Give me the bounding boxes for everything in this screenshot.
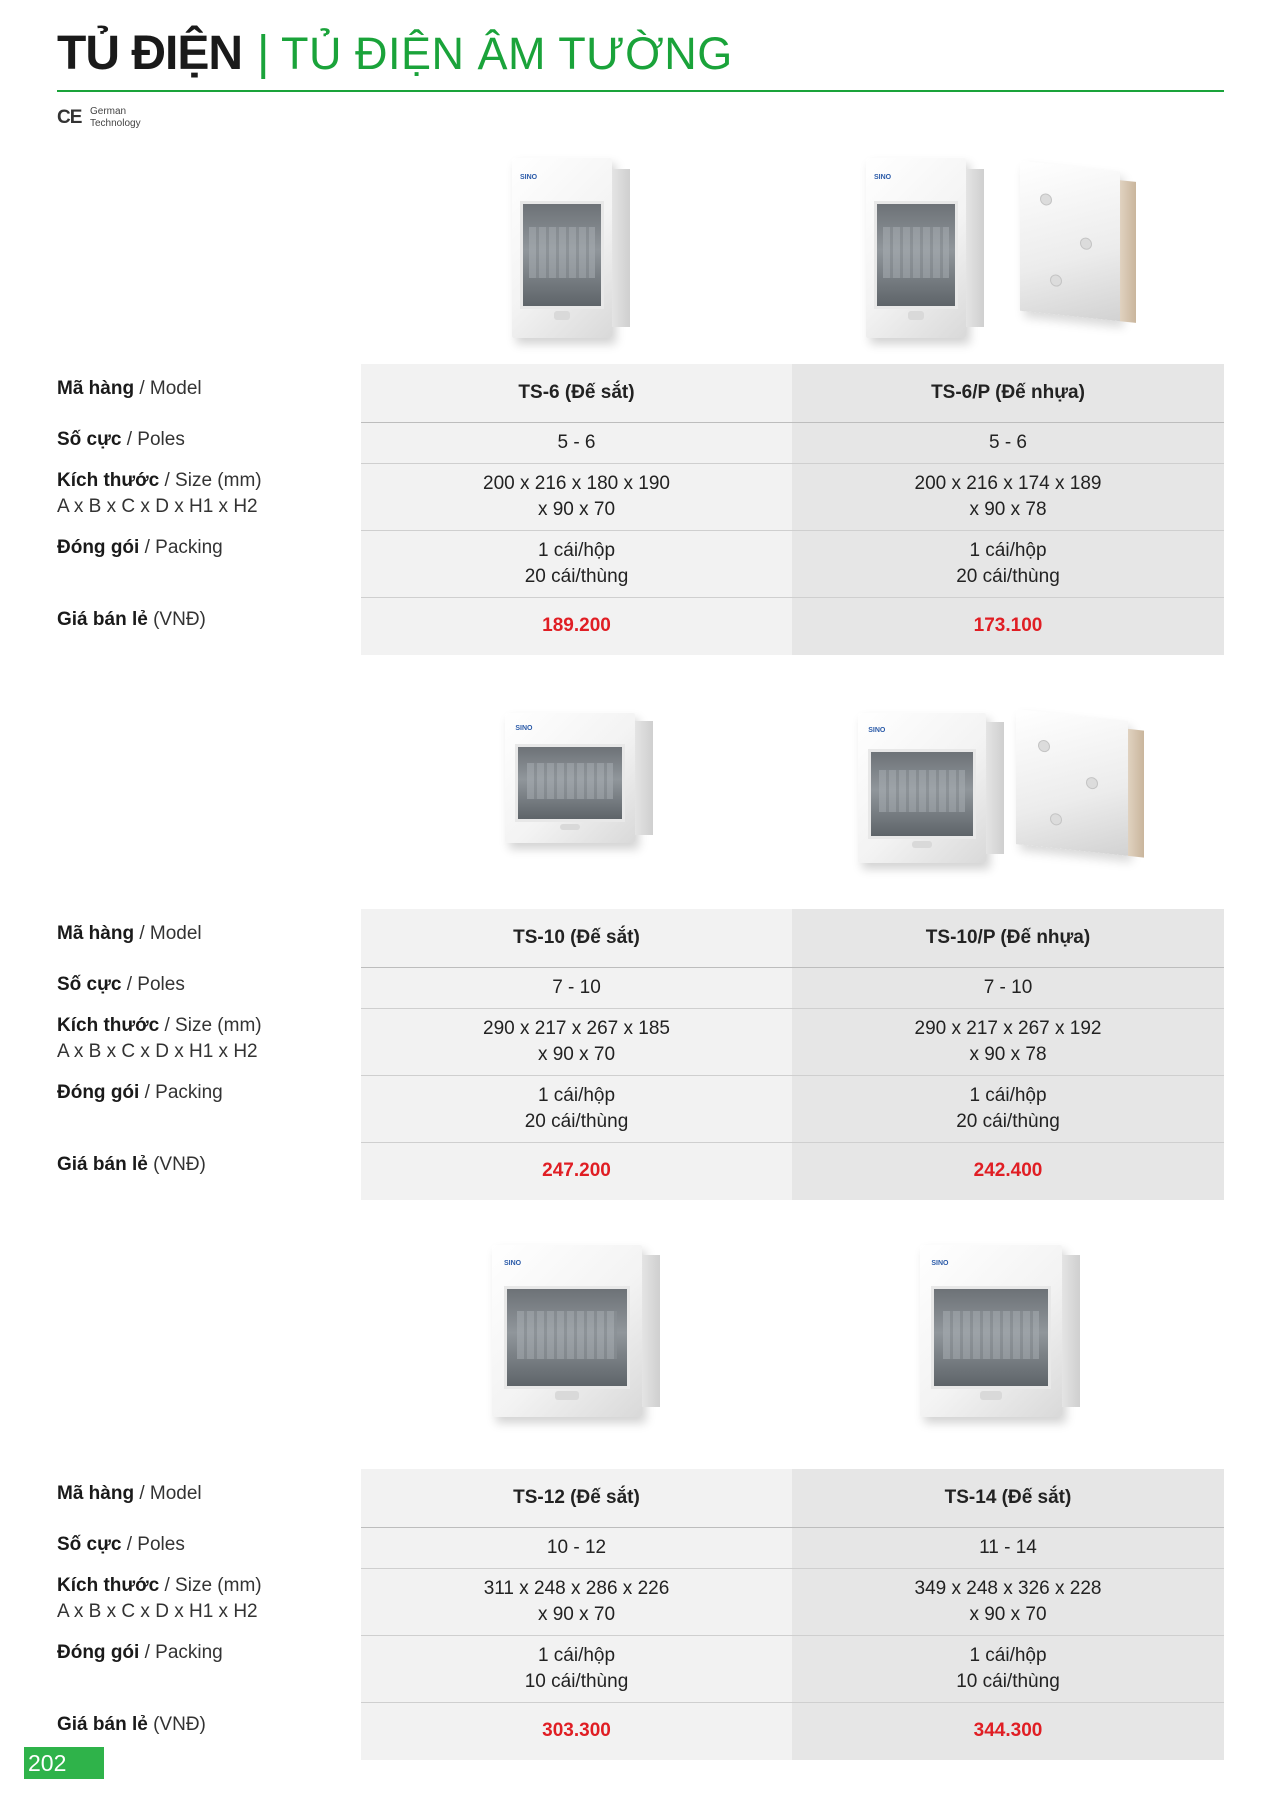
spec-table bbox=[57, 909, 1224, 1200]
packing-cell: 1 cái/hộp 20 cái/thùng bbox=[792, 530, 1224, 597]
size-cell: 290 x 217 x 267 x 192 x 90 x 78 bbox=[792, 1008, 1224, 1075]
packing-cell: 1 cái/hộp 20 cái/thùng bbox=[361, 1075, 792, 1142]
packing-cell: 1 cái/hộp 20 cái/thùng bbox=[361, 530, 792, 597]
label-poles: Số cực / Poles bbox=[57, 429, 185, 450]
product-images bbox=[0, 695, 1273, 905]
ts10-product-image bbox=[505, 713, 635, 843]
ce-caption-line1: German bbox=[90, 106, 127, 117]
spec-table bbox=[57, 1469, 1224, 1760]
model-cell: TS-10 (Đế sắt) bbox=[361, 909, 792, 967]
poles-cell: 7 - 10 bbox=[361, 967, 792, 1008]
label-poles: Số cực / Poles bbox=[57, 974, 185, 995]
spec-table bbox=[57, 364, 1224, 655]
ts6p-backbox-image bbox=[1020, 161, 1120, 322]
size-cell: 311 x 248 x 286 x 226 x 90 x 70 bbox=[361, 1568, 792, 1635]
row-packing bbox=[57, 530, 1224, 597]
page-number-badge: 202 bbox=[24, 1747, 104, 1779]
product-images bbox=[0, 150, 1273, 360]
label-model: Mã hàng / Model bbox=[57, 378, 202, 399]
title-sub: TỦ ĐIỆN ÂM TƯỜNG bbox=[281, 28, 733, 79]
page-header bbox=[57, 26, 1224, 92]
brand-logo-icon: SINO bbox=[520, 174, 538, 182]
model-cell: TS-10/P (Đế nhựa) bbox=[792, 909, 1224, 967]
ts14-product-image bbox=[920, 1245, 1062, 1417]
poles-cell: 10 - 12 bbox=[361, 1527, 792, 1568]
label-packing: Đóng gói / Packing bbox=[57, 537, 223, 558]
poles-cell: 11 - 14 bbox=[792, 1527, 1224, 1568]
model-cell: TS-6/P (Đế nhựa) bbox=[792, 364, 1224, 422]
row-size bbox=[57, 1568, 1224, 1635]
poles-cell: 5 - 6 bbox=[361, 422, 792, 463]
price-cell: 173.100 bbox=[792, 597, 1224, 655]
row-price bbox=[57, 1142, 1224, 1200]
row-poles bbox=[57, 422, 1224, 463]
row-poles bbox=[57, 1527, 1224, 1568]
ts6-product-image bbox=[512, 158, 612, 338]
label-packing: Đóng gói / Packing bbox=[57, 1642, 223, 1663]
label-packing: Đóng gói / Packing bbox=[57, 1082, 223, 1103]
brand-logo-icon: SINO bbox=[874, 174, 892, 182]
ts6p-product-image bbox=[866, 158, 966, 338]
title-separator: | bbox=[257, 27, 270, 80]
row-packing bbox=[57, 1075, 1224, 1142]
ce-caption bbox=[90, 106, 141, 130]
label-price: Giá bán lẻ (VNĐ) bbox=[57, 1154, 206, 1175]
row-model bbox=[57, 364, 1224, 422]
label-size: Kích thước / Size (mm) A x B x C x D x H1 x H2 bbox=[57, 1015, 262, 1062]
row-model bbox=[57, 909, 1224, 967]
ce-mark-icon: CE bbox=[57, 107, 82, 128]
row-poles bbox=[57, 967, 1224, 1008]
row-price bbox=[57, 597, 1224, 655]
packing-cell: 1 cái/hộp 10 cái/thùng bbox=[361, 1635, 792, 1702]
row-packing bbox=[57, 1635, 1224, 1702]
model-cell: TS-12 (Đế sắt) bbox=[361, 1469, 792, 1527]
poles-cell: 7 - 10 bbox=[792, 967, 1224, 1008]
label-poles: Số cực / Poles bbox=[57, 1534, 185, 1555]
price-cell: 344.300 bbox=[792, 1702, 1224, 1760]
label-model: Mã hàng / Model bbox=[57, 923, 202, 944]
row-size bbox=[57, 1008, 1224, 1075]
price-cell: 189.200 bbox=[361, 597, 792, 655]
price-cell: 303.300 bbox=[361, 1702, 792, 1760]
size-cell: 290 x 217 x 267 x 185 x 90 x 70 bbox=[361, 1008, 792, 1075]
price-cell: 242.400 bbox=[792, 1142, 1224, 1200]
brand-logo-icon: SINO bbox=[515, 724, 533, 732]
label-size: Kích thước / Size (mm) A x B x C x D x H1 x H2 bbox=[57, 1575, 262, 1622]
label-price: Giá bán lẻ (VNĐ) bbox=[57, 609, 206, 630]
ce-caption-line2: Technology bbox=[90, 118, 141, 129]
ts10p-backbox-image bbox=[1016, 709, 1128, 856]
row-size bbox=[57, 463, 1224, 530]
brand-logo-icon: SINO bbox=[868, 726, 886, 734]
title-main: TỦ ĐIỆN bbox=[57, 27, 242, 80]
label-price: Giá bán lẻ (VNĐ) bbox=[57, 1714, 206, 1735]
poles-cell: 5 - 6 bbox=[792, 422, 1224, 463]
label-size: Kích thước / Size (mm) A x B x C x D x H1 x H2 bbox=[57, 470, 262, 517]
ts12-product-image bbox=[492, 1245, 642, 1417]
row-model bbox=[57, 1469, 1224, 1527]
size-cell: 200 x 216 x 174 x 189 x 90 x 78 bbox=[792, 463, 1224, 530]
brand-logo-icon: SINO bbox=[504, 1260, 522, 1268]
row-price bbox=[57, 1702, 1224, 1760]
label-model: Mã hàng / Model bbox=[57, 1483, 202, 1504]
brand-logo-icon: SINO bbox=[931, 1260, 949, 1268]
product-images bbox=[0, 1245, 1273, 1455]
price-cell: 247.200 bbox=[361, 1142, 792, 1200]
ts10p-product-image bbox=[858, 713, 986, 863]
size-cell: 349 x 248 x 326 x 228 x 90 x 70 bbox=[792, 1568, 1224, 1635]
size-cell: 200 x 216 x 180 x 190 x 90 x 70 bbox=[361, 463, 792, 530]
packing-cell: 1 cái/hộp 10 cái/thùng bbox=[792, 1635, 1224, 1702]
model-cell: TS-6 (Đế sắt) bbox=[361, 364, 792, 422]
model-cell: TS-14 (Đế sắt) bbox=[792, 1469, 1224, 1527]
packing-cell: 1 cái/hộp 20 cái/thùng bbox=[792, 1075, 1224, 1142]
